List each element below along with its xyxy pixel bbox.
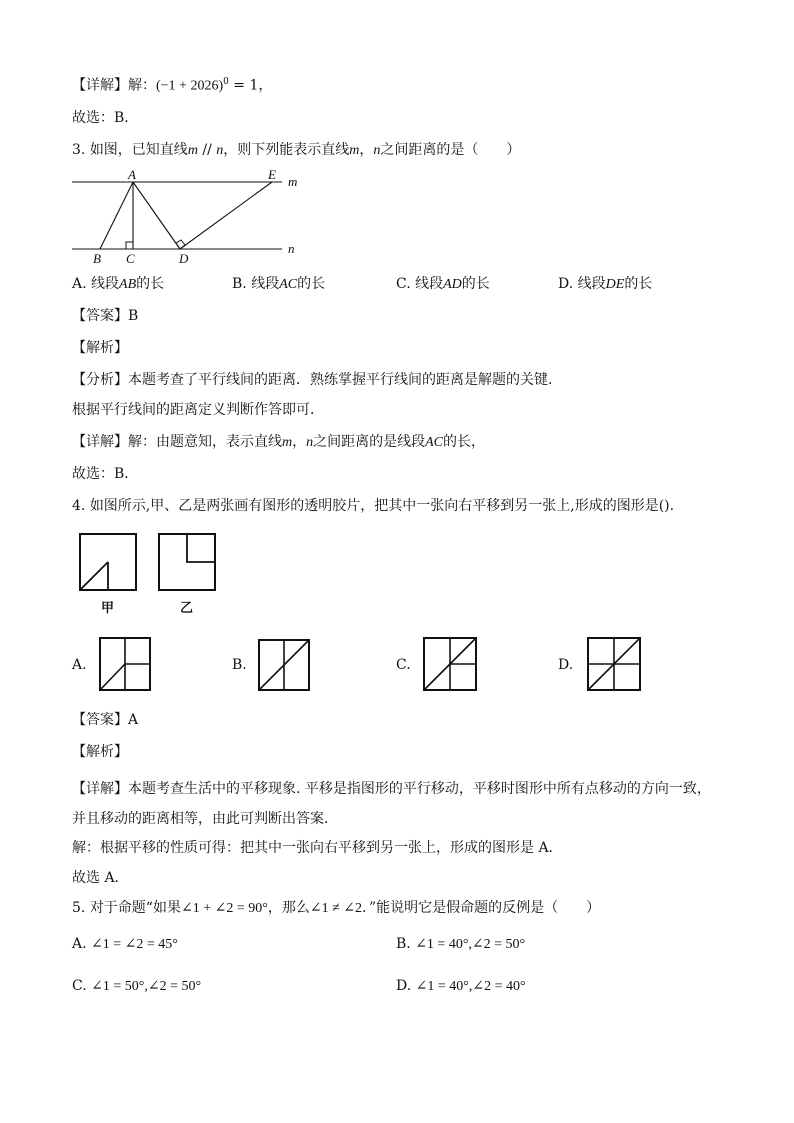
q3-var-n: n <box>216 143 224 158</box>
q5-number: 5. <box>72 900 86 916</box>
option-letter: C. <box>396 276 411 292</box>
q4-stem-text: 如图所示,甲、乙是两张画有图形的透明胶片，把其中一张向右平移到另一张上,形成的图形是(). <box>89 498 675 514</box>
detail-expression: (−1 + 2026) <box>156 78 224 94</box>
analysis-text: 本题考查了平行线间的距离．熟练掌握平行线间的距离是解题的关键． <box>128 372 562 388</box>
option-letter: D. <box>396 978 412 994</box>
detail-b: 之间距离的是线段 <box>313 434 426 450</box>
film-jia-diagonal <box>80 562 108 590</box>
q5-stem-a: 对于命题“如果 <box>89 900 181 916</box>
q3-method: 根据平行线间的距离定义判断作答即可． <box>72 402 324 418</box>
label-a: A <box>128 167 136 182</box>
label-b: B <box>93 251 101 266</box>
option-letter: A. <box>72 936 87 952</box>
option-letter: B. <box>396 936 411 952</box>
q3-comma: ， <box>359 142 374 158</box>
caption-jia: 甲 <box>101 601 115 616</box>
detail-label: 【详解】 <box>72 434 128 450</box>
q4-option-c-letter: C. <box>396 657 411 673</box>
q4-analysis-title: 【解析】 <box>72 744 128 760</box>
q5-option-d <box>396 976 526 997</box>
detail-label: 【详解】 <box>72 781 128 797</box>
option-pre: 线段 <box>91 276 120 292</box>
option-letter: D. <box>558 276 574 292</box>
prev-choice: 故选：B． <box>72 110 139 126</box>
detail-exponent: 0 <box>223 77 229 87</box>
option-text: ∠1 = 50°,∠2 = 50° <box>91 979 202 994</box>
option-seg: AD <box>443 277 462 292</box>
q3-var-n2: n <box>373 143 381 158</box>
q5-condition: ∠1 + ∠2 = 90° <box>180 901 268 916</box>
q4-answer: 【答案】A <box>72 712 139 728</box>
detail-result: = 1， <box>228 77 273 94</box>
label-e: E <box>268 167 276 182</box>
option-letter: B. <box>232 276 247 292</box>
option-seg: AB <box>119 277 137 292</box>
option-pre: 线段 <box>577 276 606 292</box>
option-post: 的长 <box>461 276 490 292</box>
q5-option-b <box>396 934 525 955</box>
q5-option-a <box>72 934 178 955</box>
option-post: 的长 <box>297 276 326 292</box>
option-text: ∠1 = 40°,∠2 = 50° <box>415 937 526 952</box>
detail-text: 本题考查生活中的平移现象. 平移是指图形的平行移动，平移时图形中所有点移动的方向一致，并且移动的距离相等，由此可判断出答案． <box>72 781 711 827</box>
detail-m: m <box>282 435 293 450</box>
q4-option-b-letter: B. <box>232 657 247 673</box>
q3-number: 3. <box>72 142 86 158</box>
caption-yi: 乙 <box>180 601 194 616</box>
q5-stem-b: ，那么 <box>267 900 310 916</box>
option-text: ∠1 = ∠2 = 45° <box>91 937 178 952</box>
option-seg: DE <box>605 277 625 292</box>
detail-c: 的长， <box>443 434 486 450</box>
detail-label: 【详解】 <box>72 77 128 94</box>
detail-n: n <box>306 435 314 450</box>
option-letter: A. <box>72 276 87 292</box>
analysis-label: 【分析】 <box>72 372 128 388</box>
detail-comma: ， <box>292 434 307 450</box>
q3-stem-c: 之间距离的是（ ） <box>380 142 521 158</box>
option-post: 的长 <box>136 276 165 292</box>
q4-solution: 解：根据平移的性质可得：把其中一张向右平移到另一张上，形成的图形是 A． <box>72 840 563 856</box>
q4-choice: 故选 A． <box>72 870 129 886</box>
q5-conclusion: ∠1 ≠ ∠2 <box>309 901 362 916</box>
q4-detail <box>72 774 722 834</box>
q3-analysis-title: 【解析】 <box>72 340 128 356</box>
q5-stem-c: ．”能说明它是假命题的反例是（ ） <box>362 900 601 916</box>
q3-var-m2: m <box>349 143 360 158</box>
option-pre: 线段 <box>251 276 280 292</box>
q5-stem <box>72 898 600 919</box>
option-text: ∠1 = 40°,∠2 = 40° <box>415 979 526 994</box>
label-m: m <box>288 174 298 189</box>
q3-stem-a: 如图，已知直线 <box>89 142 188 158</box>
q4-number: 4. <box>72 498 86 514</box>
label-n: n <box>288 241 295 256</box>
film-yi-corner <box>187 534 215 562</box>
option-letter: C. <box>72 978 87 994</box>
q3-var-m: m <box>187 143 198 158</box>
q4-option-a-letter: A. <box>72 657 87 673</box>
label-c: C <box>126 251 135 266</box>
detail-seg: AC <box>425 435 444 450</box>
detail-a: 解：由题意知，表示直线 <box>128 434 282 450</box>
q3-answer: 【答案】B <box>72 308 139 324</box>
q3-choice: 故选：B． <box>72 466 139 482</box>
option-seg: AC <box>279 277 298 292</box>
q3-stem-b: ，则下列能表示直线 <box>223 142 350 158</box>
detail-text: 解： <box>128 77 156 94</box>
q3-parallel: // <box>197 142 217 158</box>
option-pre: 线段 <box>415 276 444 292</box>
option-post: 的长 <box>624 276 653 292</box>
q4-option-d-letter: D. <box>558 657 574 673</box>
q5-option-c <box>72 976 201 997</box>
label-d: D <box>179 251 189 266</box>
